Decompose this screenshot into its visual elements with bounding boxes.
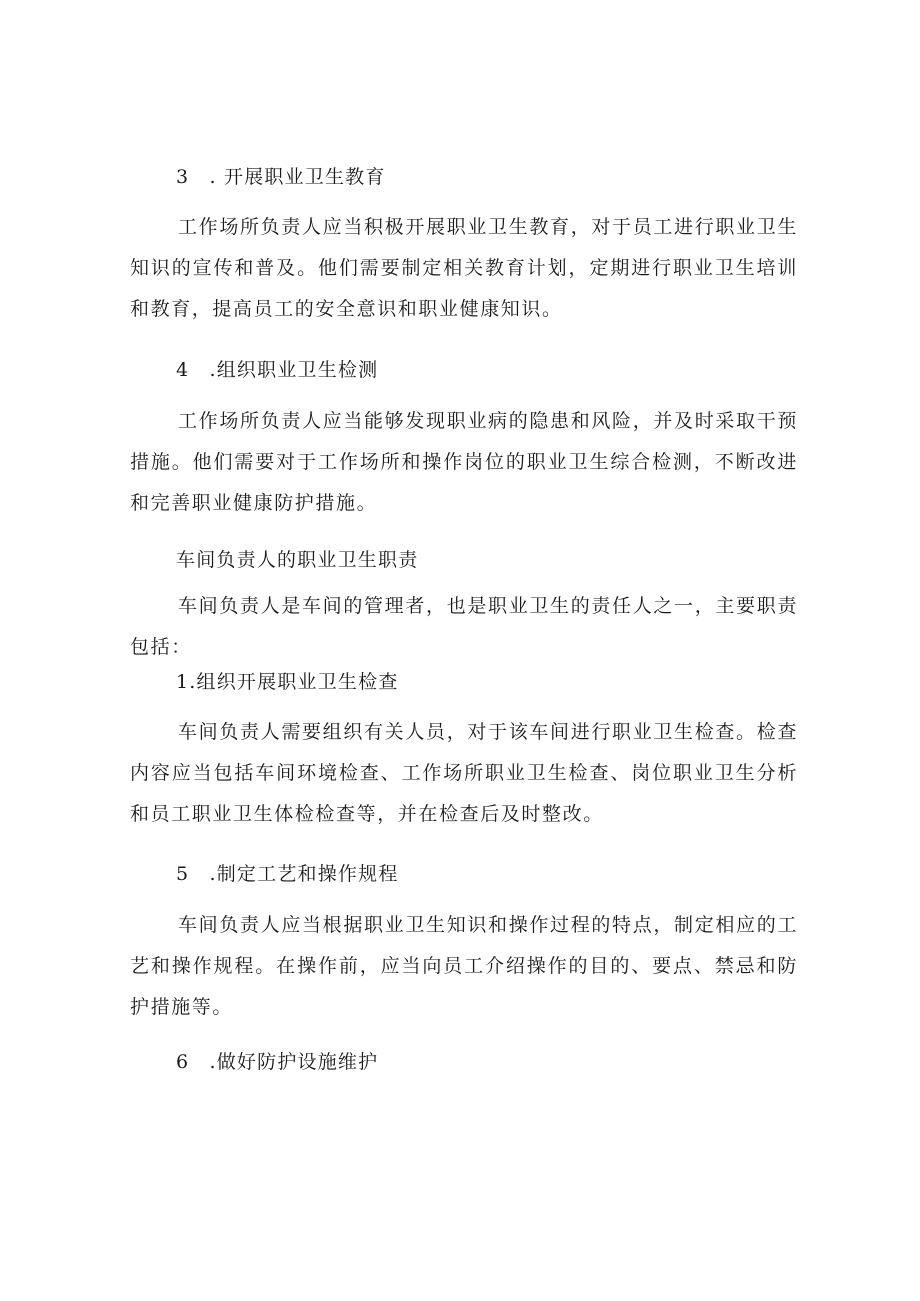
section-heading-3: 3 . 开展职业卫生教育 [176,166,386,188]
section-heading-4: 4 .组织职业卫生检测 [176,359,379,381]
section-heading-5: 5 .制定工艺和操作规程 [176,863,399,885]
paragraph-procedures: 车间负责人应当根据职业卫生知识和操作过程的特点，制定相应的工艺和操作规程。在操作前，应当向员工介绍操作的目的、要点、禁忌和防护措施等。 [130,914,798,1018]
paragraph-education: 工作场所负责人应当积极开展职业卫生教育，对于员工进行职业卫生知识的宣传和普及。他们需要制定相关教育计划，定期进行职业卫生培训和教育，提高员工的安全意识和职业健康知识。 [130,216,798,320]
paragraph-workshop-intro: 车间负责人是车间的管理者，也是职业卫生的责任人之一，主要职责包括： [130,595,798,658]
section-heading-1: 1.组织开展职业卫生检查 [176,671,399,693]
section-heading-6: 6 .做好防护设施维护 [176,1051,379,1073]
paragraph-detection: 工作场所负责人应当能够发现职业病的隐患和风险，并及时采取干预措施。他们需要对于工作场所和操作岗位的职业卫生综合检测，不断改进和完善职业健康防护措施。 [130,410,798,514]
section-heading-workshop: 车间负责人的职业卫生职责 [176,549,419,571]
paragraph-inspection: 车间负责人需要组织有关人员，对于该车间进行职业卫生检查。检查内容应当包括车间环境检查、工作场所职业卫生检查、岗位职业卫生分析和员工职业卫生体检检查等，并在检查后及时整改。 [130,721,798,825]
